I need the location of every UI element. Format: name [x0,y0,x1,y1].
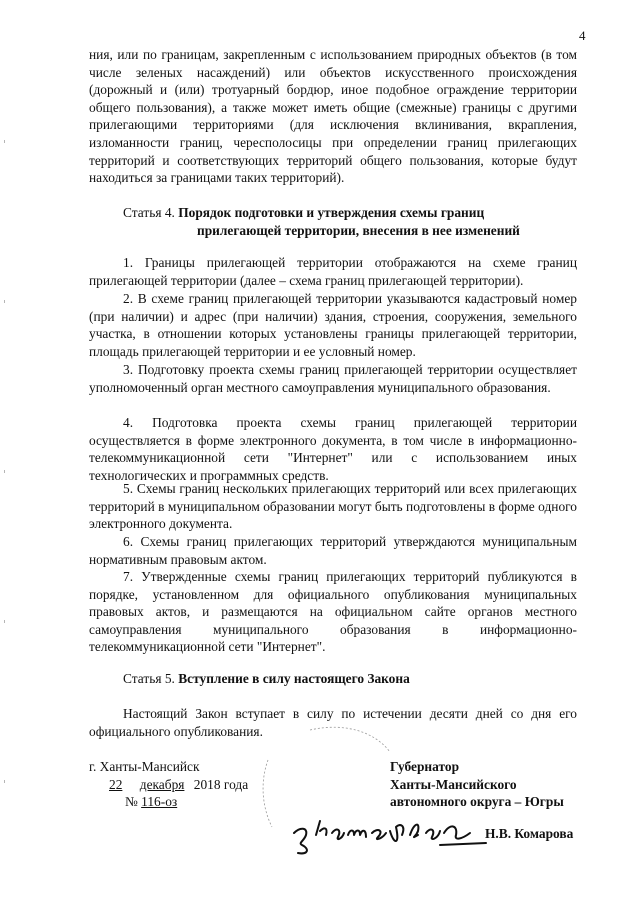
signer-name: Н.В. Комарова [485,826,574,841]
signer-position [390,758,610,811]
signing-day: 22 [109,776,123,792]
article-4-heading [89,204,577,239]
signer-position-line1: Губернатор [390,759,460,774]
signing-year: 2018 года [193,776,249,792]
signing-details [89,758,309,811]
article-5-title: Вступление в силу настоящего Закона [178,671,410,686]
article-4-title-line2: прилегающей территории, внесения в нее изменений [197,222,520,238]
article-4-title-line1: Порядок подготовки и утверждения схемы границ [178,205,485,220]
handwritten-signature [290,805,490,855]
law-number-value: 116-оз [141,794,178,810]
article-4-item-5: 5. Схемы границ нескольких прилегающих территорий или всех прилегающих территорий в муниципальном образовании могут быть подготовлены в форме одного электронного документа. [89,481,577,532]
article-4-item-7: 7. Утвержденные схемы границ прилегающих территорий публикуются в порядке, установленном для официального опубликования муниципальных правовых актов, и размещаются на официальном сайте органов местного самоуправления муниципального образования в информационно-телекоммуникационной сети "Интернет". [89,569,577,655]
article-5-number: Статья 5. [123,671,175,686]
article-4-item-4: 4. Подготовка проекта схемы границ прилегающей территории осуществляется в форме электронного документа, в том числе в информационно-телекоммуникационной сети "Интернет" или с использованием иных технологических и программных средств. [89,415,577,483]
article-4-item-1: 1. Границы прилегающей территории отображаются на схеме границ прилегающей территории (далее – схема границ прилегающей территории). [89,255,577,288]
article-4-item-2: 2. В схеме границ прилегающей территории указываются кадастровый номер (при наличии) и адрес (при наличии) здания, строения, сооружения, земельного участка, в отношении которых установлены границы прилегающей территории, площадь прилегающей территории и ее условный номер. [89,291,577,359]
signing-month: декабря [139,776,185,792]
article-4-number: Статья 4. [123,205,175,220]
signing-place: г. Ханты-Мансийск [89,759,200,774]
signer-position-line3: автономного округа – Югры [390,794,564,810]
article-5-heading [89,670,577,688]
article-4-item-3: 3. Подготовку проекта схемы границ прилегающей территории осуществляет уполномоченный орган местного самоуправления муниципального образования. [89,362,577,395]
signing-date [89,776,309,794]
article-5-text: Настоящий Закон вступает в силу по истечении десяти дней со дня его официального опубликования. [89,706,577,739]
scan-edge-marks [3,0,7,905]
article-4-item-6: 6. Схемы границ прилегающих территорий утверждаются муниципальным нормативным правовым актом. [89,534,577,567]
page-number: 4 [579,28,586,43]
signer-position-line2: Ханты-Мансийского [390,776,517,792]
law-number [89,793,309,811]
continuation-paragraph: ния, или по границам, закрепленным с использованием природных объектов (в том числе зеленых насаждений) или объектов искусственного происхождения (дорожный и (или) тротуарный бордюр, иное подобное ограждение территории общего пользования), а также может иметь общие (смежные) границы с другими прилегающими территориями (для исключения вклинивания, вкрапления, изломанности границ, чересполосицы при определении границ прилегающих территорий и соответствующих территорий общего пользования, которые будут находиться за границами таких территорий). [89,47,577,186]
law-number-prefix: № [125,794,138,810]
